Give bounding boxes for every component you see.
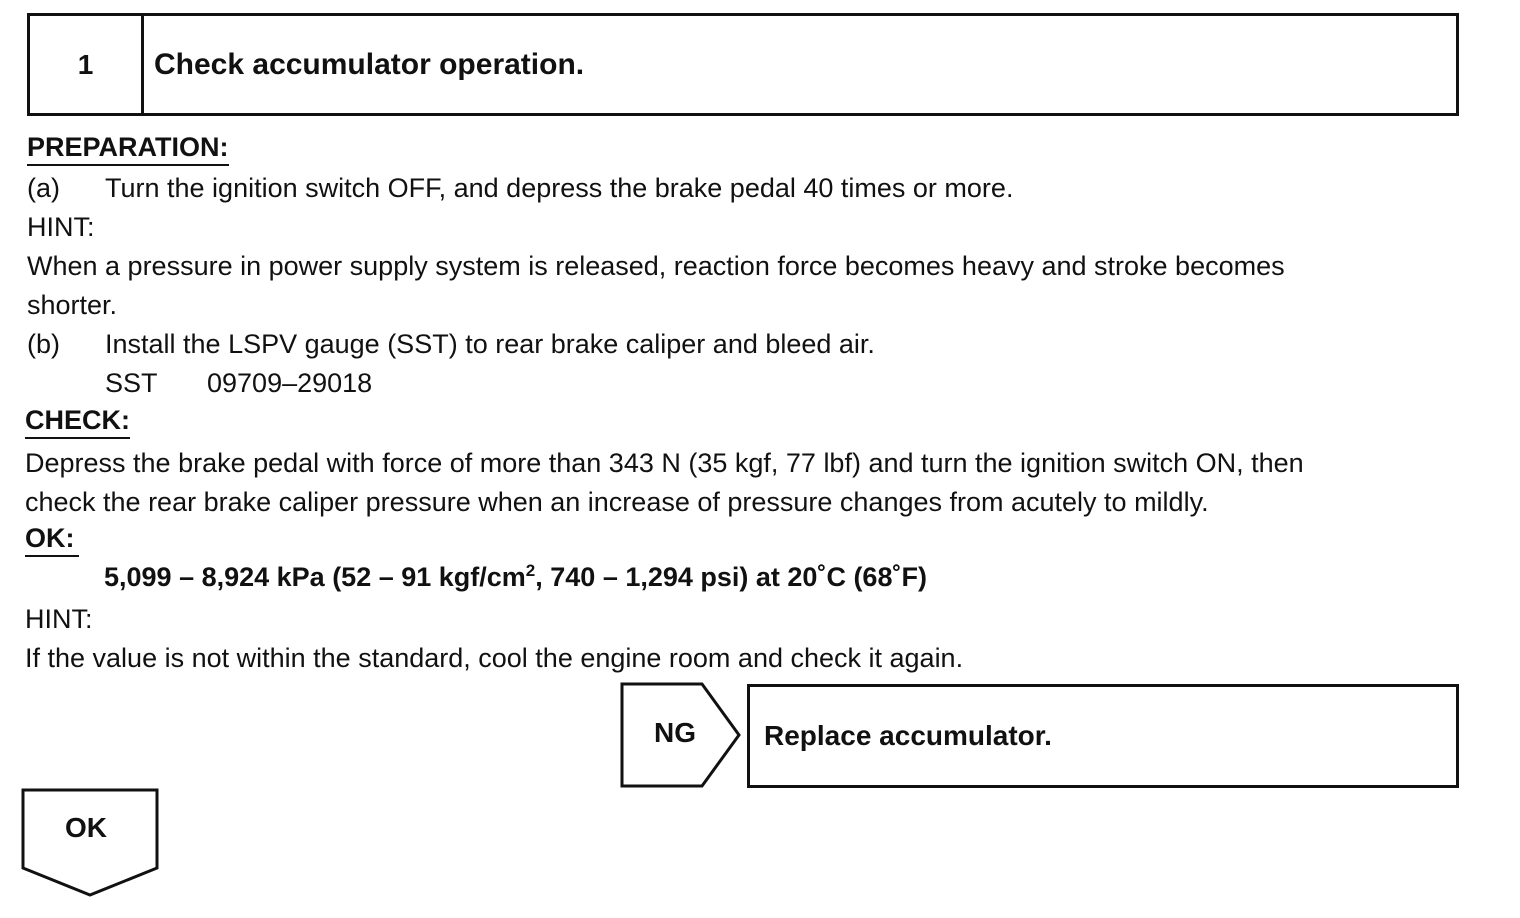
sst-number: 09709–29018 (207, 368, 373, 398)
ok-label: OK (65, 812, 107, 843)
ok-spec-value (104, 562, 927, 593)
preparation-heading: PREPARATION: (27, 132, 229, 166)
ok-spec-heading: OK: (25, 523, 79, 557)
hint2-text: If the value is not within the standard, cool the engine room and check it again. (25, 643, 964, 673)
prep-a-marker: (a) (27, 173, 60, 203)
hint1-label: HINT: (27, 212, 95, 242)
prep-a-text: Turn the ignition switch OFF, and depress the brake pedal 40 times or more. (105, 173, 1014, 203)
ok-spec-superscript: 2 (525, 561, 536, 580)
hint1-line2: shorter. (27, 290, 118, 320)
sst-label: SST (105, 368, 158, 398)
ng-action-text: Replace accumulator. (764, 720, 1052, 751)
check-heading: CHECK: (25, 405, 130, 439)
hint1-line1: When a pressure in power supply system is released, reaction force becomes heavy and stroke becomes (27, 251, 1285, 281)
step-header (27, 13, 1459, 116)
check-line2: check the rear brake caliper pressure when an increase of pressure changes from acutely to mildly. (25, 487, 1209, 517)
ng-action-box (747, 684, 1459, 788)
ok-spec-value-main: 5,099 – 8,924 kPa (52 – 91 kgf/cm (104, 562, 526, 592)
prep-b-marker: (b) (27, 329, 60, 359)
check-line1: Depress the brake pedal with force of more than 343 N (35 kgf, 77 lbf) and turn the ignition switch ON, then (25, 448, 1304, 478)
step-number: 1 (30, 16, 144, 113)
step-title: Check accumulator operation. (154, 47, 585, 81)
prep-b-text: Install the LSPV gauge (SST) to rear brake caliper and bleed air. (105, 329, 875, 359)
hint2-label: HINT: (25, 604, 93, 634)
ok-spec-value-rest: , 740 – 1,294 psi) at 20˚C (68˚F) (535, 562, 927, 592)
ng-label: NG (654, 717, 696, 748)
